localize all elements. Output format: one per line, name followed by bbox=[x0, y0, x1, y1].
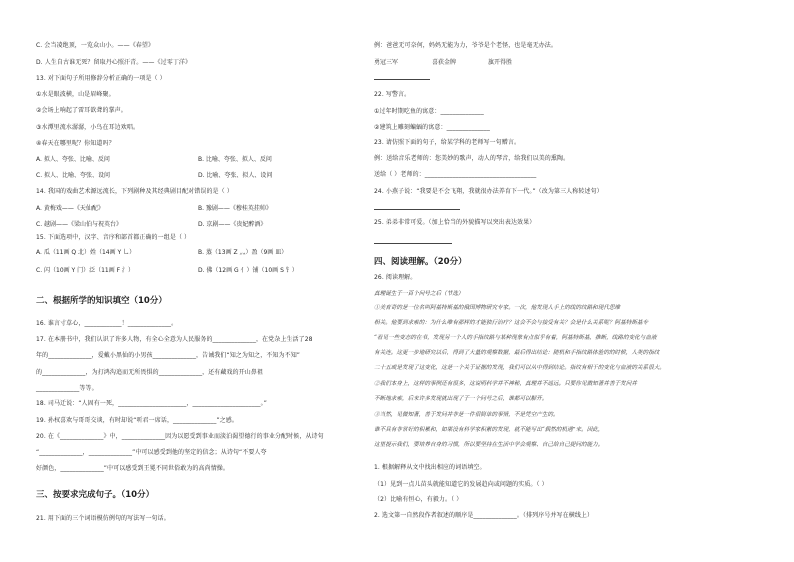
q21-word-2: 喜获金牌 bbox=[432, 59, 457, 66]
passage-line-4: 有关连。这更一步地研究以后，得到了大量的观察数据，最后得出结论：随机和手指纹路体验的的时候，人类的指纹 bbox=[374, 350, 660, 356]
passage-line-6: ②我们本身上，这样的事例还有很多，这说明科学并不神秘，真理并不遥远。只要你见微知著并善于发问并 bbox=[374, 381, 637, 387]
q13-option-a: A. 拟人、夸张、比喻、反问 bbox=[36, 156, 110, 163]
q14-option-d: D. 京剧——《贵妃醉酒》 bbox=[198, 221, 267, 228]
q13-option-b: B. 比喻、夸张、拟人、反问 bbox=[198, 156, 272, 163]
q14-option-b: B. 豫剧——《穆桂英挂帅》 bbox=[198, 205, 272, 212]
q21-word-3: 旗开得胜 bbox=[488, 59, 513, 66]
section-4-heading: 四、阅读理解。（20分） bbox=[374, 257, 467, 267]
q17-line-4: ______________等等。 bbox=[36, 385, 98, 392]
q14-option-a: A. 黄梅戏——《天仙配》 bbox=[36, 205, 104, 212]
passage-title: 真理诞生于一百个问号之后（节选） bbox=[374, 291, 464, 297]
q23-answer: 送给（ ）老师的：____________________________________ bbox=[374, 171, 537, 178]
q15-option-a: A. 瓜（11画 Q 北）姓（14画 Y 乚） bbox=[36, 249, 136, 256]
q21-stem: 21. 用下面的三个词语模仿例句的写法写一句话。 bbox=[36, 515, 170, 522]
q21-word-1: 勇冠三军 bbox=[374, 59, 399, 66]
q22-item-2: ②建筑上雕刻蝙蝠的寓意：______________ bbox=[374, 124, 490, 131]
q13-stem: 13. 对下面句子所用修辞分析正确的一项是（ ） bbox=[36, 75, 166, 82]
q20-line-1: 20. 在《______________》中，______________因为以愿受到事业而淡泊渴望德行的事业分配时候，从诗句 bbox=[36, 433, 324, 440]
section-3-heading: 三、按要求完成句子。（10分） bbox=[36, 490, 155, 500]
q15-option-c: C. 闪（10画 Y 门）泛（11画 F 氵） bbox=[36, 267, 135, 274]
q24-answer-line bbox=[374, 203, 460, 213]
q26-sub1-item-2: （2）比喻有恒心，有毅力。（ ） bbox=[374, 496, 463, 503]
q21-example: 例：爸爸无可奈何，妈妈无能为力，爷爷是个老怪，也是毫无办法。 bbox=[374, 42, 558, 49]
q15-stem: 15. 下面选项中，汉字、音序和部首都正确的一组是（ ） bbox=[36, 234, 191, 241]
passage-line-9: 谁不具有非常好的积累和，如果没有科学家积累的发现，就不能写出“偶然的机遇”来。因此， bbox=[374, 427, 604, 433]
q13-sentence-1: ①水是眼波横，山是眉峰聚。 bbox=[36, 91, 115, 98]
passage-line-2: 相关。他要到求索的：为什么唯有那样的才能独行治疗？这会不会与接受有关？会是什么关系呢？阿基特斯基专 bbox=[374, 320, 649, 326]
passage-line-10: 这里提示我们，要培养自身的习惯，所以要坚持在生活中学会观察、自己给自己提问的能力。 bbox=[374, 442, 604, 448]
section-2-heading: 二、根据所学的知识填空（10分） bbox=[36, 296, 167, 306]
q20-line-2: “______________，______________”中可以感受到他的坚定的信念；从诗句“不要人夸 bbox=[36, 449, 267, 456]
q19: 19. 孙权喜欢与哥哥交谈，有时却说“听君一席话，______________”之感。 bbox=[36, 417, 238, 424]
q15-option-d: D. 佛（12画 G 亻）铺（10画 S 钅） bbox=[198, 267, 298, 274]
q17-line-3: 的______________，为打鸿沟追而无所畏惧的______________，还有藏戏的开山鼻祖 bbox=[36, 369, 264, 376]
q14-stem: 14. 我国的戏曲艺术源远流长，下列剧种及其经典剧目配对错误的是（ ） bbox=[36, 188, 233, 195]
q12-option-c: C. 会当凌绝顶，一览众山小。——《春望》 bbox=[36, 42, 155, 49]
q13-option-d: D. 比喻、夸张、拟人、设问 bbox=[198, 172, 273, 179]
q13-sentence-3: ③水潭里流水潺潺，小鸟在耳边欢唱。 bbox=[36, 124, 140, 131]
q18: 18. 司马迁说：“人固有一死，______________________，______________________。” bbox=[36, 400, 267, 407]
q13-option-c: C. 拟人、比喻、夸张、设问 bbox=[36, 172, 111, 179]
passage-line-5: 二十五或是发现了这变化，这是一个关于证据的发现，我们可以从中得到结论。指纹有相干的变化与血液的关系很大。 bbox=[374, 365, 665, 371]
passage-line-8: ③当然，见微知著，善于发问并非是一件很简单的事情，不是凭空产生的。 bbox=[374, 412, 559, 418]
q13-sentence-2: ②会场上响起了雷耳欲聋的掌声。 bbox=[36, 107, 127, 114]
q26-sub1-stem: 1. 根据解释从文中找出相应的词语填空。 bbox=[374, 464, 486, 471]
passage-line-3: “看见一些变态的在书，发现另一个人的手指纹路与某种现象有点似乎有着，阿基特斯基，推断，线路的变化与血液 bbox=[374, 335, 657, 341]
q23-stem: 23. 请仿照下面的句子，给某学科的老师写一句赠言。 bbox=[374, 139, 521, 146]
q26-sub2-stem: 2. 选文第一自然段作者叙述的顺序是______________。（排列序号并写在横线上） bbox=[374, 512, 594, 519]
q13-sentence-4: ④春天在哪里呢？你知道吗？ bbox=[36, 140, 115, 147]
passage-line-7: 不断地求索，后来许多发现就出现了于一个问号之后，谁都可以解开。 bbox=[374, 396, 548, 402]
q17-line-1: 17. 在本册书中，我们认识了许多人物，有全心全意为人民服务的______________，在党杂上生活了28 bbox=[36, 336, 313, 343]
q14-option-c: C. 越剧——《梁山伯与祝英台》 bbox=[36, 221, 123, 228]
q15-option-b: B. 蒸（13画 Z 灬）盈（9画 皿） bbox=[198, 249, 288, 256]
q23-example: 例：送给音乐老师的：您美妙的歌声，动人的琴音，给我们以美的熏陶。 bbox=[374, 155, 570, 162]
q26-stem: 26. 阅读理解。 bbox=[374, 274, 417, 281]
q17-line-2: 年的______________，爱戴小黑仙的小男孩______________，告诫我们“知之为知之，不知为不知” bbox=[36, 352, 301, 359]
q20-line-3: 好颜色，______________”中可以感受到王冕不同世俗敢为的高尚情操。 bbox=[36, 465, 230, 472]
q25-answer-line bbox=[374, 237, 452, 247]
q16: 16. 谁言寸草心，____________！______________。 bbox=[36, 320, 178, 327]
q22-stem: 22. 写警言。 bbox=[374, 91, 411, 98]
q22-item-1: ①过年时期吃鱼的寓意：______________ bbox=[374, 108, 484, 115]
q12-option-d: D. 人生自古谁无死？留取丹心照汗青。——《过零丁洋》 bbox=[36, 59, 192, 66]
q24-stem: 24. 小燕子说：“我要是不会飞翔，我就很办法养育下一代。”（改为第三人称转述句） bbox=[374, 188, 603, 195]
q26-sub1-item-1: （1）见到一点儿苗头就能知道它的发展趋向或问题的实质。（ ） bbox=[374, 481, 548, 488]
q25-stem: 25. 弟弟非常可爱。（加上恰当的外貌描写以突出表达效果） bbox=[374, 219, 536, 226]
q21-answer-line bbox=[374, 73, 430, 83]
passage-line-1: ①美育奇的是一位名叫阿基特斯基的俄国博物研究专家。一次，他发现人手上的线的纹路和现代思维 bbox=[374, 305, 621, 311]
